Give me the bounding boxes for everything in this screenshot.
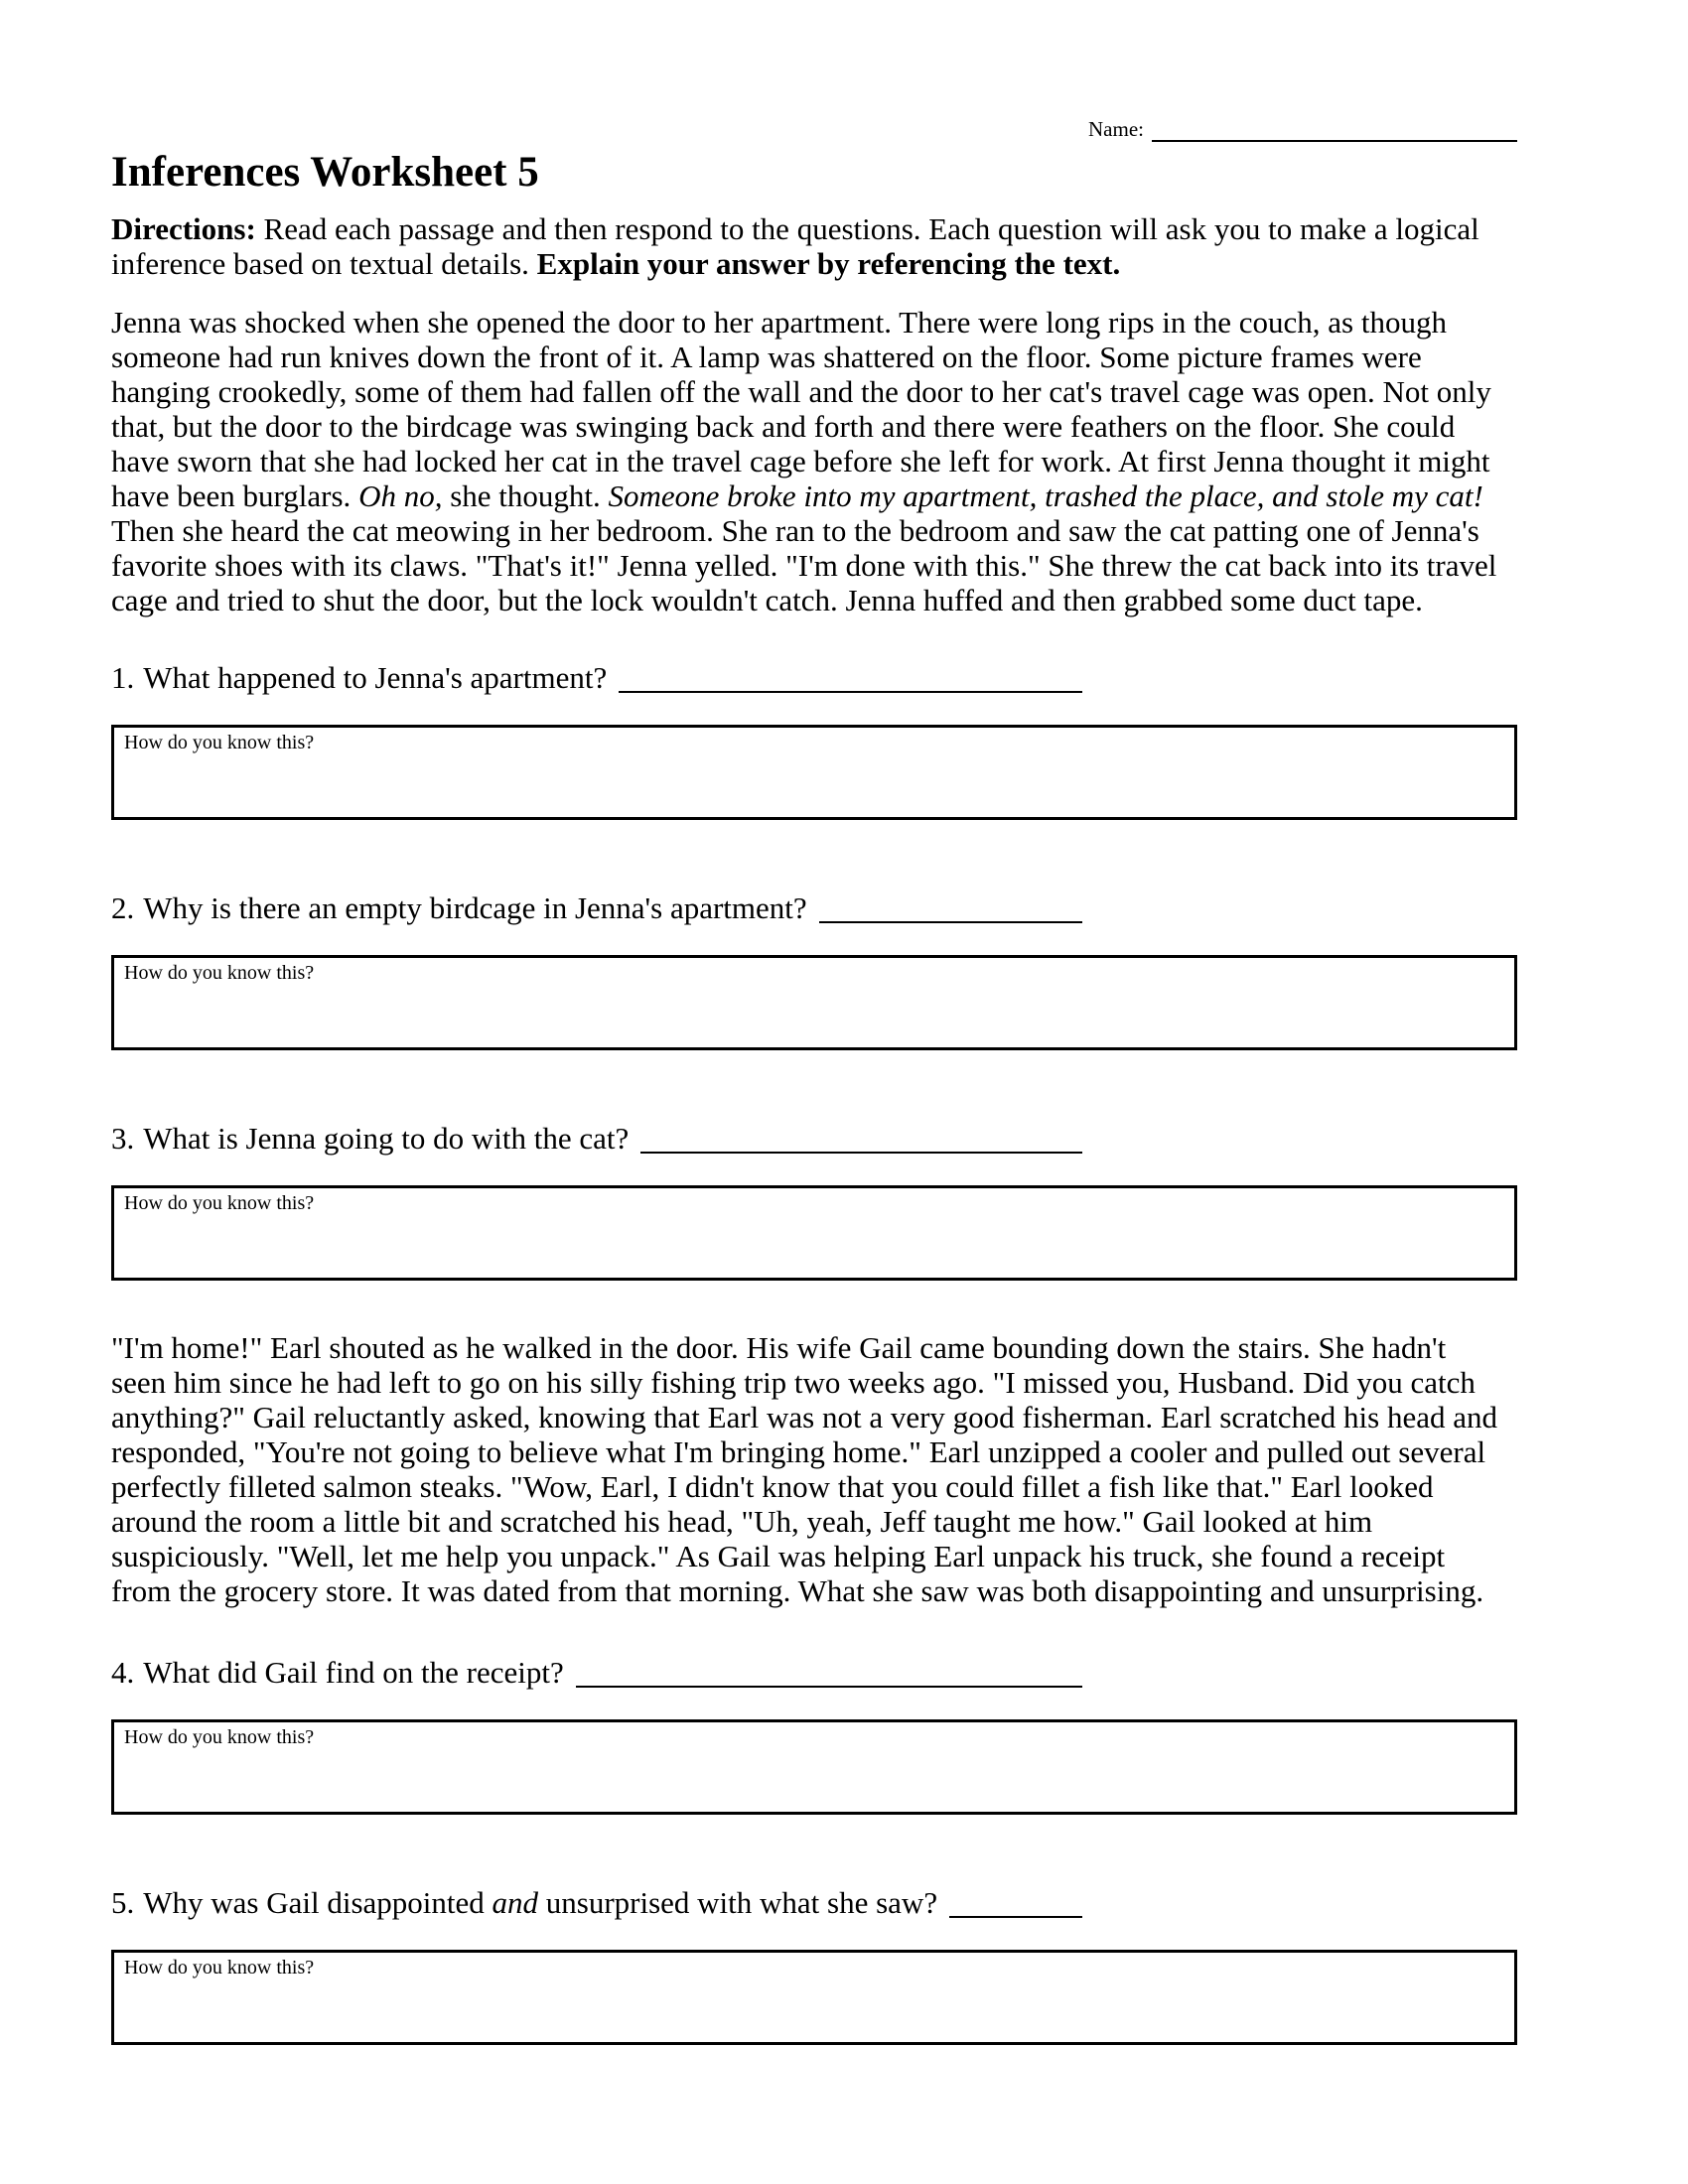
name-blank-line[interactable] <box>1152 118 1517 142</box>
question-4-answer-box[interactable] <box>111 1719 1517 1815</box>
directions-text: Read each passage and then respond to the questions. Each question will ask you to make a logical inference based on textual details. <box>111 211 1479 281</box>
question-3-box-label: How do you know this? <box>124 1192 315 1214</box>
passage-2: "I'm home!" Earl shouted as he walked in the door. His wife Gail came bounding down the stairs. She hadn't seen him since he had left to go on his silly fishing trip two weeks ago. "I missed you, Husband. Did you catch anything?" Gail reluctantly asked, knowing that Earl was not a very good fisherman. Earl scratched his head and responded, "You're not going to believe what I'm bringing home." Earl unzipped a cooler and pulled out several perfectly filleted salmon steaks. "Wow, Earl, I didn't know that you could fillet a fish like that." Earl looked around the room a little bit and scratched his head, "Uh, yeah, Jeff taught me how." Gail looked at him suspiciously. "Well, let me help you unpack." As Gail was helping Earl unpack his truck, she found a receipt from the grocery store. It was dated from that morning. What she saw was both disappointing and unsurprising. <box>111 1330 1498 1608</box>
question-1-answer-box[interactable] <box>111 725 1517 820</box>
question-5-answer-box[interactable] <box>111 1950 1517 2045</box>
question-1-box-label: How do you know this? <box>124 732 315 753</box>
name-label: Name: <box>1088 117 1144 141</box>
question-2-answer-blank[interactable] <box>819 889 1082 923</box>
directions-bold-instruction: Explain your answer by referencing the text. <box>536 246 1121 281</box>
passage-1: Jenna was shocked when she opened the door to her apartment. There were long rips in the couch, as though someone had run knives down the front of it. A lamp was shattered on the floor. Some picture frames were hanging crookedly, some of them had fallen off the wall and the door to her cat's travel cage was open. Not only that, but the door to the birdcage was swinging back and forth and there were feathers on the floor. She could have sworn that she had locked her cat in the travel cage before she left for work. At first Jenna thought it might have been burglars. Oh no, she thought. Someone broke into my apartment, trashed the place, and stole my cat! Then she heard the cat meowing in her bedroom. She ran to the bedroom and saw the cat patting one of Jenna's favorite shoes with its claws. "That's it!" Jenna yelled. "I'm done with this." She threw the cat back into its travel cage and tried to shut the door, but the lock wouldn't catch. Jenna huffed and then grabbed some duct tape. <box>111 305 1497 617</box>
directions-label: Directions: <box>111 211 256 246</box>
question-2-answer-box[interactable] <box>111 955 1517 1050</box>
name-row <box>111 0 1517 142</box>
directions <box>111 211 1501 281</box>
question-4-number: 4. <box>111 1655 135 1690</box>
question-4 <box>111 1654 1082 1692</box>
question-5-box-label: How do you know this? <box>124 1957 315 1979</box>
question-3-answer-box[interactable] <box>111 1185 1517 1281</box>
question-4-answer-blank[interactable] <box>576 1654 1082 1688</box>
question-5-number: 5. <box>111 1885 135 1920</box>
question-2-text: Why is there an empty birdcage in Jenna's apartment? <box>143 890 807 925</box>
question-1-number: 1. <box>111 660 135 695</box>
question-3-text: What is Jenna going to do with the cat? <box>143 1121 630 1156</box>
question-1-text: What happened to Jenna's apartment? <box>143 660 608 695</box>
question-1-answer-blank[interactable] <box>619 659 1082 693</box>
question-3-number: 3. <box>111 1121 135 1156</box>
question-4-text: What did Gail find on the receipt? <box>143 1655 564 1690</box>
question-3 <box>111 1120 1082 1158</box>
question-3-answer-blank[interactable] <box>640 1120 1082 1154</box>
question-5-text: Why was Gail disappointed and unsurprised with what she saw? <box>143 1885 938 1920</box>
question-1 <box>111 659 1082 697</box>
question-2-number: 2. <box>111 890 135 925</box>
worksheet-title: Inferences Worksheet 5 <box>111 149 539 196</box>
question-4-box-label: How do you know this? <box>124 1726 315 1748</box>
question-2 <box>111 889 1082 927</box>
question-2-box-label: How do you know this? <box>124 962 315 984</box>
question-5 <box>111 1884 1082 1922</box>
question-5-answer-blank[interactable] <box>949 1884 1082 1918</box>
